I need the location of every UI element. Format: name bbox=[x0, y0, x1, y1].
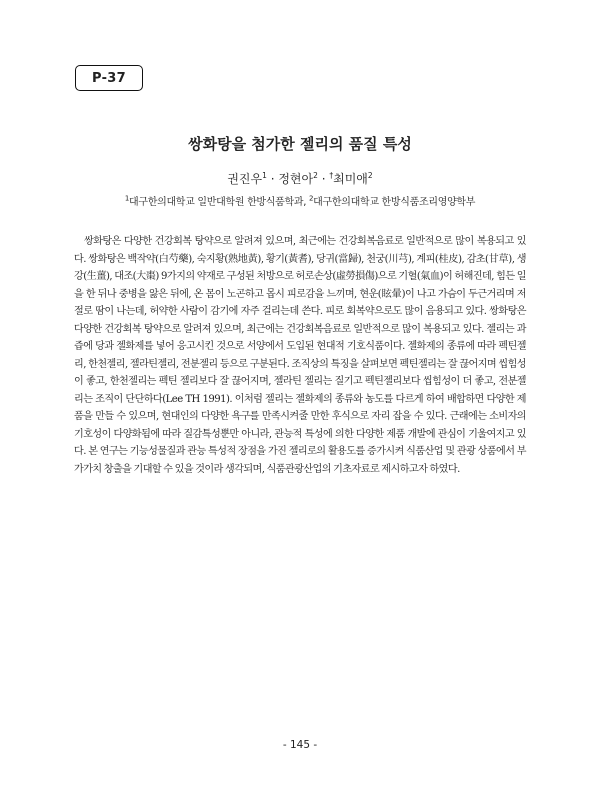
affiliation-text: 대구한의대학교 한방식품조리영양학부 bbox=[313, 197, 476, 208]
poster-id-badge: P-37 bbox=[75, 65, 143, 91]
affiliations bbox=[0, 193, 600, 208]
affiliation-text: 대구한의대학교 일반대학원 한방식품학과, bbox=[129, 197, 309, 208]
author-affiliation-mark: 2 bbox=[367, 171, 373, 180]
affiliation-mark: 2 bbox=[309, 194, 314, 203]
affiliation-mark: 1 bbox=[124, 194, 129, 203]
corresponding-author-mark: † bbox=[329, 171, 334, 180]
author-separator: · bbox=[317, 172, 330, 186]
abstract-body: 쌍화탕은 다양한 건강회복 탕약으로 알려져 있으며, 최근에는 건강회복음료로 일반적으로 많이 복용되고 있다. 쌍화탕은 백작약(白芍藥), 숙지황(熟地黃), 황기(黃耆), 당귀(當歸), 천궁(川芎), 계피(桂皮), 감초(甘草), 생강(生薑), 대조(大棗) 9가지의 약재로 구성된 처방으로 허로손상(虛勞損傷)으로 기혈(氣血)이 허해진데, 힘든 일을 한 뒤나 중병을 앓은 뒤에, 온 몸이 노곤하고 몹시 피로감을 느끼며, 현운(眩暈)이 나고 가슴이 두근거리며 저절로 땀이 나는데, 허약한 사람이 감기에 자주 걸리는데 쓴다. 피로 회복약으로도 많이 음용되고 있다. 쌍화탕은 다양한 건강회복 탕약으로 알려져 있으며, 최근에는 건강회복음료로 일반적으로 많이 복용되고 있다. 젤리는 과즙에 당과 젤화제를 넣어 응고시킨 것으로 서양에서 도입된 현대적 기호식품이다. 젤화제의 종류에 따라 펙틴젤리, 한천젤리, 젤라틴젤리, 전분젤리 등으로 구분된다. 조직상의 특징을 살펴보면 펙틴젤리는 잘 끊어지며 씹힘성이 좋고, 한천젤리는 펙틴 젤리보다 잘 끊어지며, 젤라틴 젤리는 질기고 펙틴젤리보다 씹힘성이 더 좋고, 전분젤리는 조직이 단단하다(Lee TH 1991). 이처럼 젤리는 젤화제의 종류와 농도를 다르게 하여 배합하면 다양한 제품을 만들 수 있으며, 현대인의 다양한 욕구를 만족시켜줄 만한 후식으로 자리 잡을 수 있다. 근래에는 소비자의 기호성이 다양화됨에 따라 질감특성뿐만 아니라, 관능적 특성에 의한 다양한 제품 개발에 관심이 기울여지고 있다. 본 연구는 기능성물질과 관능 특성적 장점을 가진 젤리로의 활용도를 증가시켜 식품산업 및 관광 상품에서 부가가치 창출을 기대할 수 있을 것이라 생각되며, 식품관광산업의 기초자료로 제시하고자 하였다. bbox=[74, 236, 526, 475]
author-name: 최미애 bbox=[333, 172, 368, 186]
page-number: - 145 - bbox=[282, 739, 318, 751]
author-list bbox=[0, 170, 600, 187]
author-name: 권진우 bbox=[227, 172, 263, 186]
author-affiliation-mark: 2 bbox=[313, 171, 318, 180]
paper-title: 쌍화탕을 첨가한 젤리의 품질 특성 bbox=[188, 135, 412, 153]
author-affiliation-mark: 1 bbox=[262, 171, 267, 180]
author-name: 정현아 bbox=[278, 172, 314, 186]
author-separator: · bbox=[266, 172, 279, 186]
